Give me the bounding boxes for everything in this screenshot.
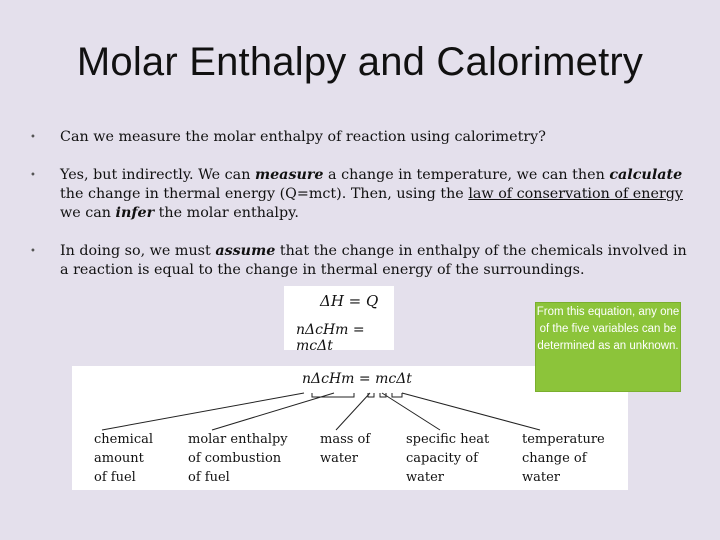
equation-image <box>284 286 394 354</box>
equation-line-2: nΔcHm = mcΔt <box>296 322 365 354</box>
callout-note: From this equation, any one of the five variables can be determined as an unknown. <box>535 302 681 392</box>
label-molar-enthalpy: molar enthalpy of combustion of fuel <box>188 432 288 485</box>
bullet-text: Can we measure the molar enthalpy of reaction using calorimetry? <box>60 129 546 145</box>
label-specific-heat: specific heat capacity of water <box>406 432 490 485</box>
text-segment: that the change in enthalpy of the chemicals involved in a reaction is equal to the change in thermal energy of the surroundings. <box>60 243 687 278</box>
text-segment: the change in thermal energy (Q=mct). Then, using the <box>60 186 469 202</box>
diagram-equation: nΔcHm = mcΔt <box>302 371 412 387</box>
equation-line-1: ΔH = Q <box>320 292 379 310</box>
bullet-text <box>60 166 692 223</box>
bullet-dot-icon: • <box>30 246 36 257</box>
text-segment: we can <box>60 205 116 221</box>
label-mass-of-water: mass of water <box>320 432 371 466</box>
text-segment: In doing so, we must <box>60 243 216 259</box>
emphasis-measure: measure <box>254 167 324 183</box>
emphasis-assume: assume <box>215 243 276 259</box>
text-segment: the molar enthalpy. <box>154 205 299 221</box>
label-temperature-change: temperature change of water <box>522 432 605 485</box>
bullet-dot-icon: • <box>30 132 36 143</box>
emphasis-calculate: calculate <box>609 167 683 183</box>
text-segment: a change in temperature, we can then <box>323 167 610 183</box>
text-segment: Yes, but indirectly. We can <box>60 167 255 183</box>
bullet-text <box>60 242 692 280</box>
label-chemical-amount: chemical amount of fuel <box>94 432 154 485</box>
emphasis-infer: infer <box>115 205 155 221</box>
conservation-law-link[interactable]: law of conservation of energy <box>468 186 684 202</box>
slide-title: Molar Enthalpy and Calorimetry <box>76 40 644 84</box>
bullet-dot-icon: • <box>30 170 36 181</box>
